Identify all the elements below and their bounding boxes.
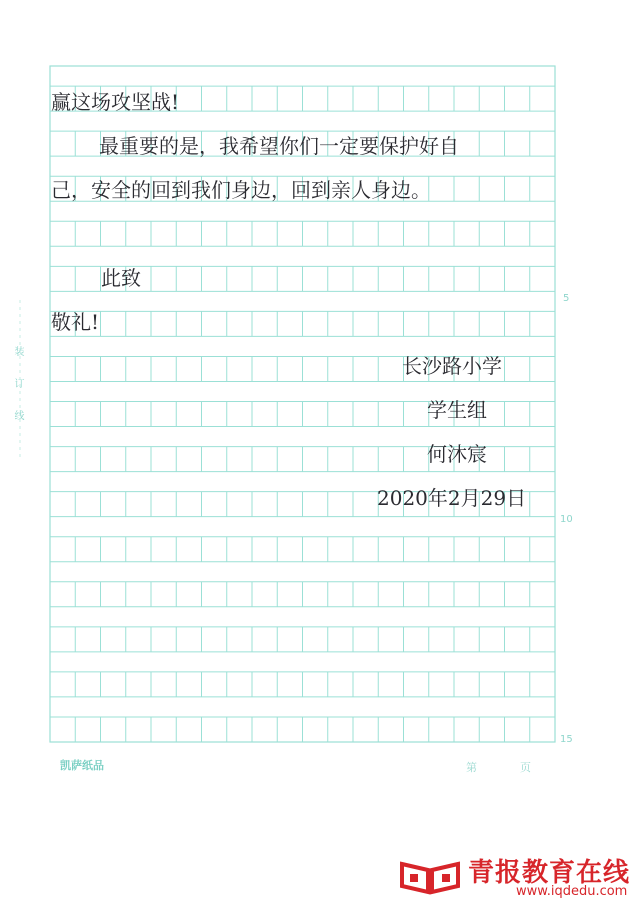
signature-date: 2020年2月29日	[377, 486, 527, 510]
closing-ci-zhi: 此致	[101, 266, 141, 290]
page-label-suffix: 页	[520, 761, 531, 774]
letter-line-1: 赢这场攻坚战!	[51, 90, 180, 114]
line-number-10: 10	[560, 514, 573, 525]
letter-line-3: 己，安全的回到我们身边，回到亲人身边。	[51, 178, 431, 202]
paper-brand: 凯萨纸品	[60, 759, 104, 772]
signature-name: 何沐宸	[427, 442, 487, 466]
binding-mark-2: 订	[12, 378, 23, 388]
letter-line-2: 最重要的是，我希望你们一定要保护好自	[99, 134, 459, 158]
watermark-brand: 青报教育在线	[468, 858, 631, 888]
closing-jing-li: 敬礼!	[51, 310, 100, 334]
binding-mark-3: 线	[12, 410, 23, 420]
page-label-prefix: 第	[466, 761, 477, 774]
signature-school: 长沙路小学	[402, 354, 502, 378]
signature-group: 学生组	[427, 398, 487, 422]
line-number-15: 15	[560, 734, 573, 745]
book-logo-icon	[398, 856, 462, 896]
line-number-5: 5	[563, 293, 570, 304]
binding-mark-1: 装	[12, 346, 23, 356]
watermark-logo	[398, 850, 634, 902]
watermark-url: www.iqdedu.com	[516, 884, 628, 899]
